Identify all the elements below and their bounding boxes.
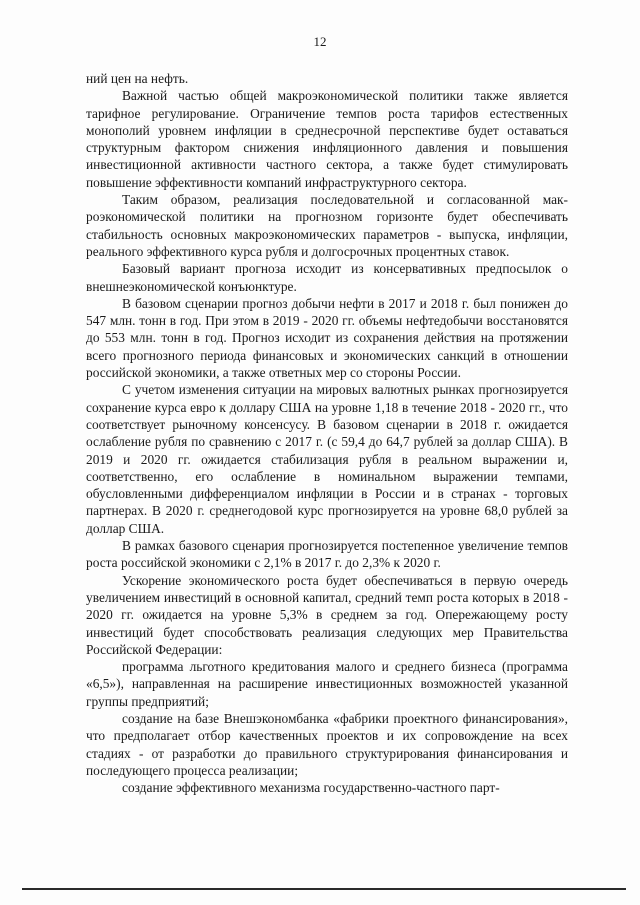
paragraph: Базовый вариант прогноза исходит из консервативных предпосылок о внешнеэкономической конъюнктуре. (86, 261, 568, 294)
list-item: создание на базе Внешэкономбанка «фабрики проектного финансирования», что предполагает отбор качественных проектов и их сопровождение на всех стадиях - от разработки до правильного структурирования финансирования и последующего процесса реализации; (86, 710, 568, 778)
paragraph: С учетом изменения ситуации на мировых валютных рынках прогнозируется сохранение курса евро к доллару США на уровне 1,18 в течение 2018 - 2020 гг., что соответствует рыночному консенсусу. В базовом сценарии в 2018 г. ожидается ослабление рубля по сравнению с 2017 г. (с 59,4 до 64,7 рублей за доллар США). В 2019 и 2020 гг. ожидается стабилизация рубля в реальном выражении и, соответственно, его ослабление в номинальном выражении темпами, обусловленными дифференциалом инфляции в России и в странах - торговых партнерах. В 2020 г. среднегодовой курс прогнозируется на уровне 68,0 рублей за доллар США. (86, 382, 568, 536)
page-number: 12 (313, 34, 327, 49)
paragraph: Ускорение экономического роста будет обеспечиваться в первую очередь увеличением инвестиций в основной капитал, средний темп роста которых в 2018 - 2020 гг. ожидается на уровне 5,3% в среднем за год. Опережающему росту инвестиций будет способствовать реализация следующих мер Правительства Российской Федерации: (86, 572, 568, 657)
paragraph: ний цен на нефть. (86, 71, 189, 86)
paragraph: В рамках базового сценария прогнозируется постепенное увеличение темпов роста российской экономики с 2,1% в 2017 г. до 2,3% к 2020 г. (86, 538, 568, 571)
body-text (86, 70, 568, 796)
paragraph: Таким образом, реализация последовательной и согласованной макроэкономической политики на прогнозном горизонте будет обеспечивать стабильность основных макроэкономических параметров - выпуска, инфляции, реального эффективного курса рубля и долгосрочных процентных ставок. (86, 192, 568, 259)
list-item: программа льготного кредитования малого и среднего бизнеса (программа «6,5»), направленная на расширение инвестиционных возможностей указанной группы предприятий; (86, 659, 568, 709)
paragraph: Важной частью общей макроэкономической политики также является тарифное регулирование. Ограничение темпов роста тарифов естественных монополий уровнем инфляции в среднесрочной перспективе будет оставаться структурным фактором снижения инфляционного давления и повышения инвестиционной активности частного сектора, а также будет стимулировать повышение эффективности компаний инфраструктурного сектора. (86, 88, 568, 190)
list-item: создание эффективного механизма государственно-частного парт- (122, 780, 500, 796)
paragraph: В базовом сценарии прогноз добычи нефти в 2017 и 2018 г. был понижен до 547 млн. тонн в год. При этом в 2019 - 2020 гг. объемы нефтедобычи восстановятся до 553 млн. тонн в год. Прогноз исходит из сохранения действия на протяжении всего прогнозного периода финансовых и экономических санкций в отношении российской экономики, а также ответных мер со стороны России. (86, 295, 568, 381)
scan-edge-line (22, 888, 626, 890)
